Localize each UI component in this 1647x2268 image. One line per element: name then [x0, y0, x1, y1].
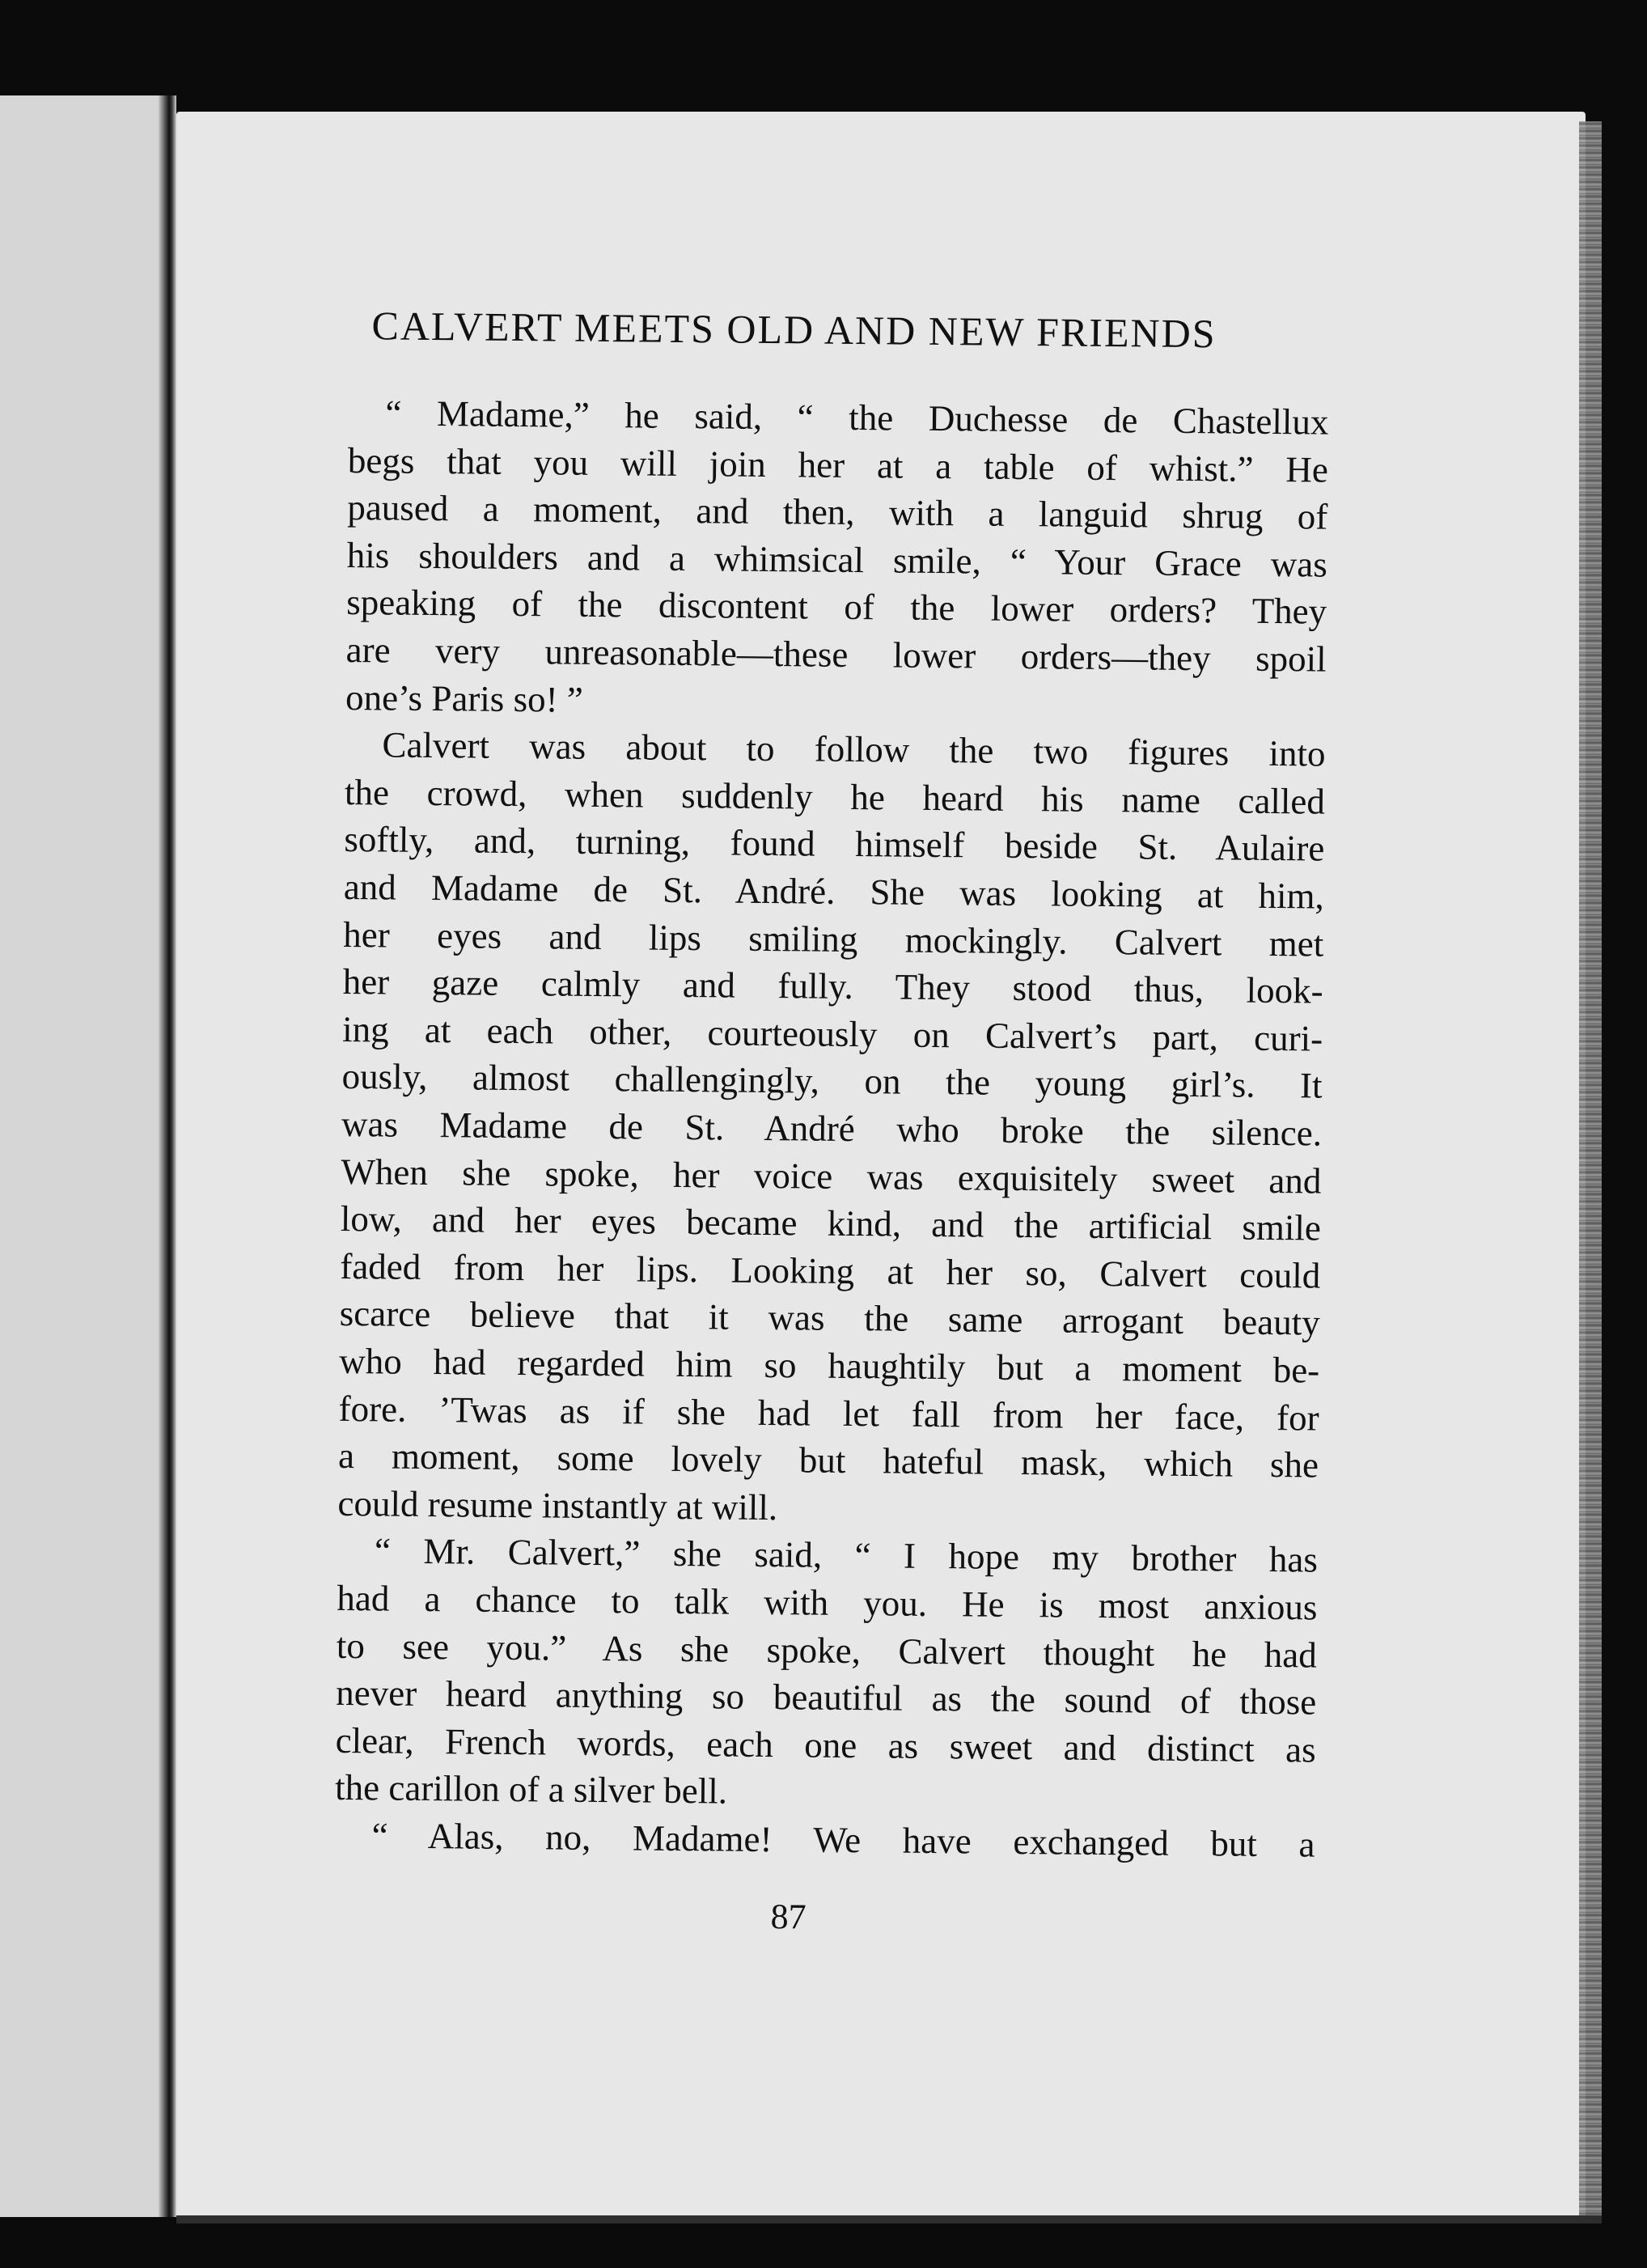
- text-line: the crowd, when suddenly he heard his name called: [344, 771, 1326, 822]
- text-line: “ Madame,” he said, “ the Duchesse de Chastellux: [385, 392, 1329, 443]
- text-line: Calvert was about to follow the two figures into: [382, 724, 1326, 774]
- text-line: and Madame de St. André. She was looking at him,: [343, 866, 1325, 917]
- text-line: When she spoke, her voice was exquisitely sweet and: [341, 1151, 1322, 1202]
- text-line: scarce believe that it was the same arrogant beauty: [339, 1293, 1320, 1343]
- text-line: his shoulders and a whimsical smile, “ Your Grace was: [346, 534, 1327, 585]
- text-line: “ Mr. Calvert,” she said, “ I hope my brother has: [374, 1530, 1319, 1580]
- text-line: clear, French words, each one as sweet and distinct as: [335, 1719, 1316, 1770]
- text-line: her gaze calmly and fully. They stood thus, look-: [342, 961, 1323, 1011]
- page-bottom-shadow: [176, 2215, 1602, 2223]
- book-gutter: [159, 95, 176, 2268]
- text-line: are very unreasonable—these lower orders—they spoil: [345, 629, 1327, 680]
- text-line: to see you.” As she spoke, Calvert thought he had: [336, 1625, 1318, 1676]
- text-line: softly, and, turning, found himself beside St. Aulaire: [344, 819, 1325, 869]
- text-line: paused a moment, and then, with a languid shrug of: [347, 487, 1328, 537]
- text-line: a moment, some lovely but hateful mask, which she: [337, 1435, 1319, 1486]
- text-line: could resume instantly at will.: [337, 1482, 778, 1528]
- text-line: never heard anything so beautiful as the sound of those: [336, 1672, 1317, 1723]
- text-line: the carillon of a silver bell.: [334, 1767, 728, 1812]
- page-number: 87: [770, 1897, 807, 1937]
- text-line: her eyes and lips smiling mockingly. Calvert met: [343, 914, 1324, 964]
- running-head: CALVERT MEETS OLD AND NEW FRIENDS: [371, 303, 1217, 357]
- text-line: ing at each other, courteously on Calvert’s part, curi-: [341, 1008, 1323, 1059]
- text-line: who had regarded him so haughtily but a moment be-: [338, 1340, 1320, 1391]
- text-line: “ Alas, no, Madame! We have exchanged but a: [371, 1815, 1315, 1865]
- text-line: faded from her lips. Looking at her so, Calvert could: [340, 1245, 1321, 1296]
- previous-page-edge: [0, 95, 176, 2268]
- text-line: had a chance to talk with you. He is most anxious: [337, 1577, 1318, 1628]
- page-stack-edge: [1579, 121, 1602, 2217]
- text-line: begs that you will join her at a table of whist.” He: [347, 439, 1329, 490]
- scan-background: [0, 2217, 176, 2268]
- text-line: ously, almost challengingly, on the young girl’s. It: [341, 1056, 1323, 1106]
- text-line: fore. ’Twas as if she had let fall from her face, for: [338, 1388, 1319, 1439]
- text-line: speaking of the discontent of the lower orders? They: [345, 582, 1327, 633]
- text-line: one’s Paris so! ”: [345, 676, 584, 720]
- text-line: low, and her eyes became kind, and the artificial smile: [340, 1198, 1322, 1248]
- text-line: was Madame de St. André who broke the silence.: [341, 1103, 1323, 1154]
